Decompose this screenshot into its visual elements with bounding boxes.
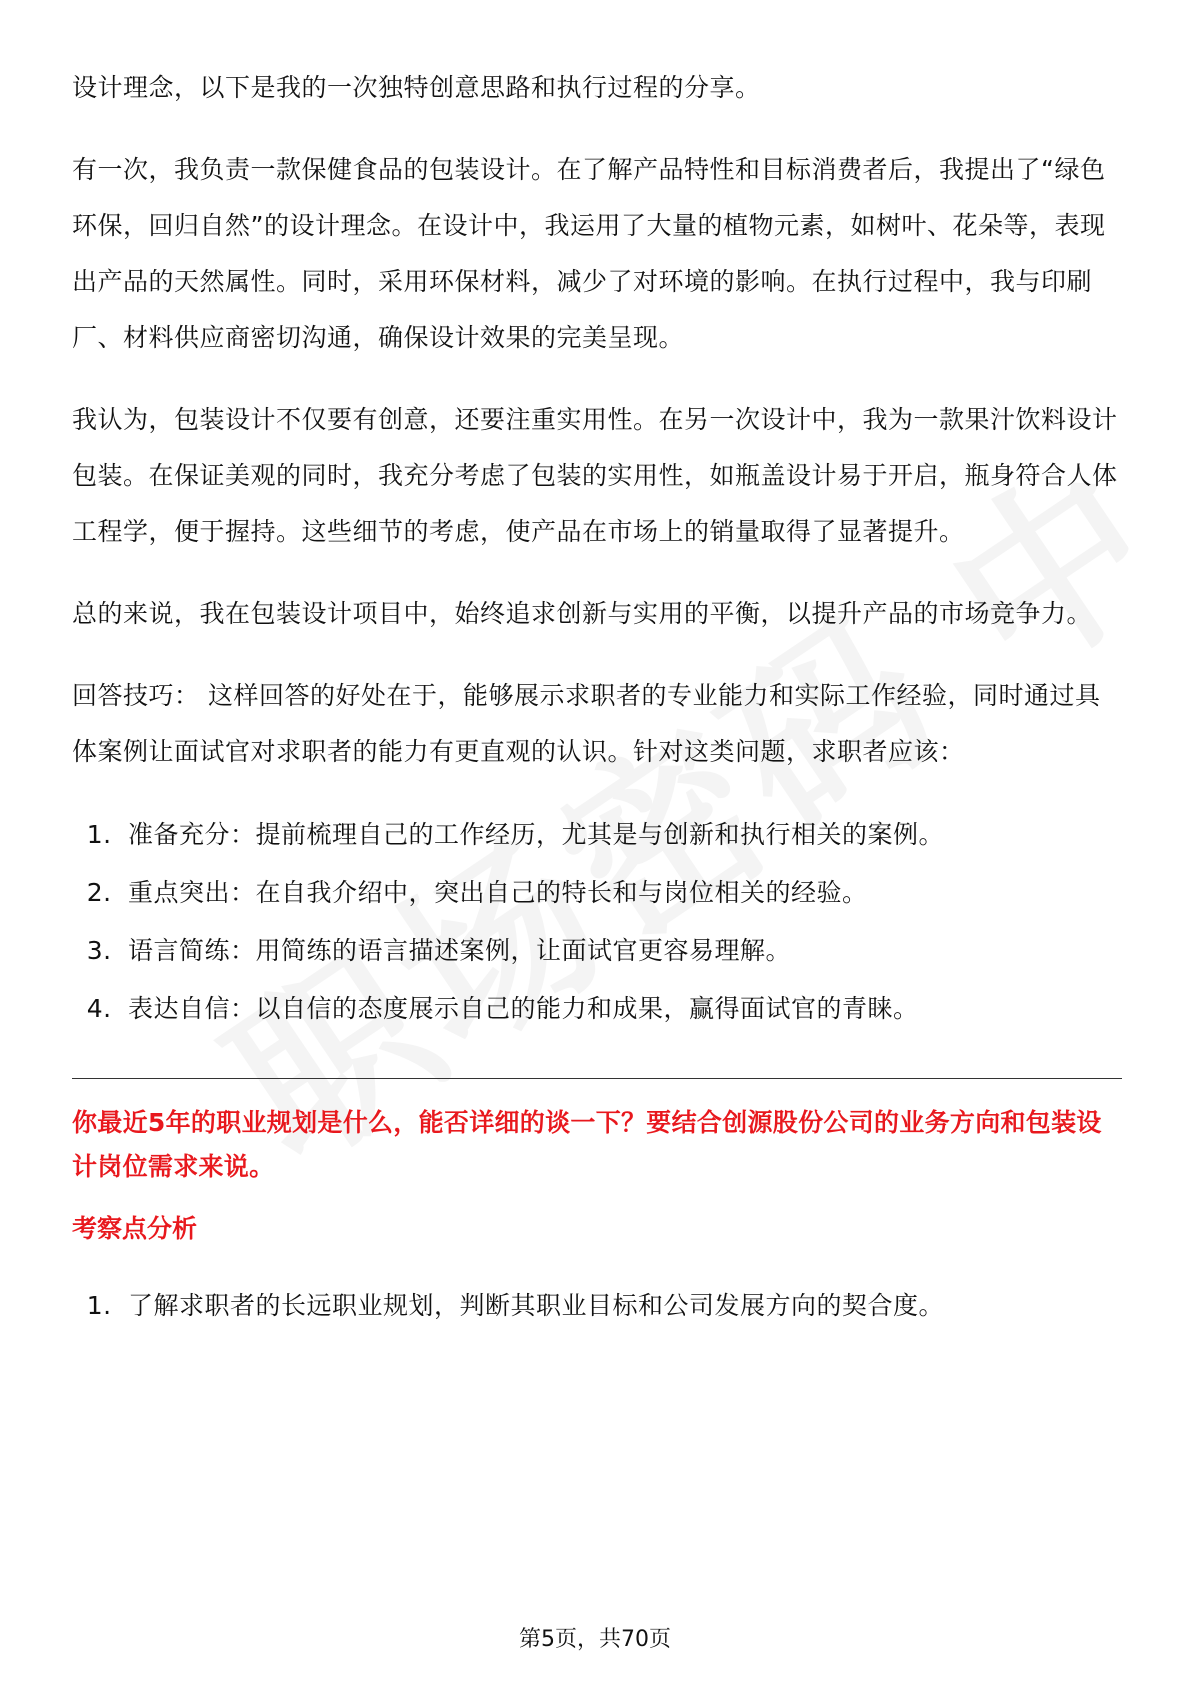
- analysis-list: [72, 1277, 1122, 1335]
- list-item: 3. 语言简练：用简练的语言描述案例，让面试官更容易理解。: [120, 922, 1122, 980]
- paragraph-3: 我认为，包装设计不仅要有创意，还要注重实用性。在另一次设计中，我为一款果汁饮料设计包装。在保证美观的同时，我充分考虑了包装的实用性，如瓶盖设计易于开启，瓶身符合人体工程学，便于握持。这些细节的考虑，使产品在市场上的销量取得了显著提升。: [72, 405, 1118, 546]
- interview-question: 你最近5年的职业规划是什么，能否详细的谈一下？要结合创源股份公司的业务方向和包装设计岗位需求来说。: [72, 1108, 1102, 1181]
- list-item: 1. 准备充分：提前梳理自己的工作经历，尤其是与创新和执行相关的案例。: [120, 806, 1122, 864]
- page-content: [72, 60, 1122, 1335]
- page-number: 第5页，共70页: [519, 1627, 671, 1652]
- paragraph-1: 设计理念，以下是我的一次独特创意思路和执行过程的分享。: [72, 73, 761, 102]
- paragraph-2: 有一次，我负责一款保健食品的包装设计。在了解产品特性和目标消费者后，我提出了“绿色环保，回归自然”的设计理念。在设计中，我运用了大量的植物元素，如树叶、花朵等，表现出产品的天然属性。同时，采用环保材料，减少了对环境的影响。在执行过程中，我与印刷厂、材料供应商密切沟通，确保设计效果的完美呈现。: [72, 155, 1106, 352]
- list-item: 1. 了解求职者的长远职业规划，判断其职业目标和公司发展方向的契合度。: [120, 1277, 1122, 1335]
- list-item: 4. 表达自信：以自信的态度展示自己的能力和成果，赢得面试官的青睐。: [120, 980, 1122, 1038]
- section-divider: [72, 1078, 1122, 1079]
- answer-tips-paragraph: 回答技巧： 这样回答的好处在于，能够展示求职者的专业能力和实际工作经验，同时通过具体案例让面试官对求职者的能力有更直观的认识。针对这类问题，求职者应该：: [72, 681, 1101, 766]
- tips-list: [72, 806, 1122, 1038]
- analysis-heading: 考察点分析: [72, 1214, 198, 1243]
- list-item: 2. 重点突出：在自我介绍中，突出自己的特长和与岗位相关的经验。: [120, 864, 1122, 922]
- paragraph-4: 总的来说，我在包装设计项目中，始终追求创新与实用的平衡，以提升产品的市场竞争力。: [72, 599, 1093, 628]
